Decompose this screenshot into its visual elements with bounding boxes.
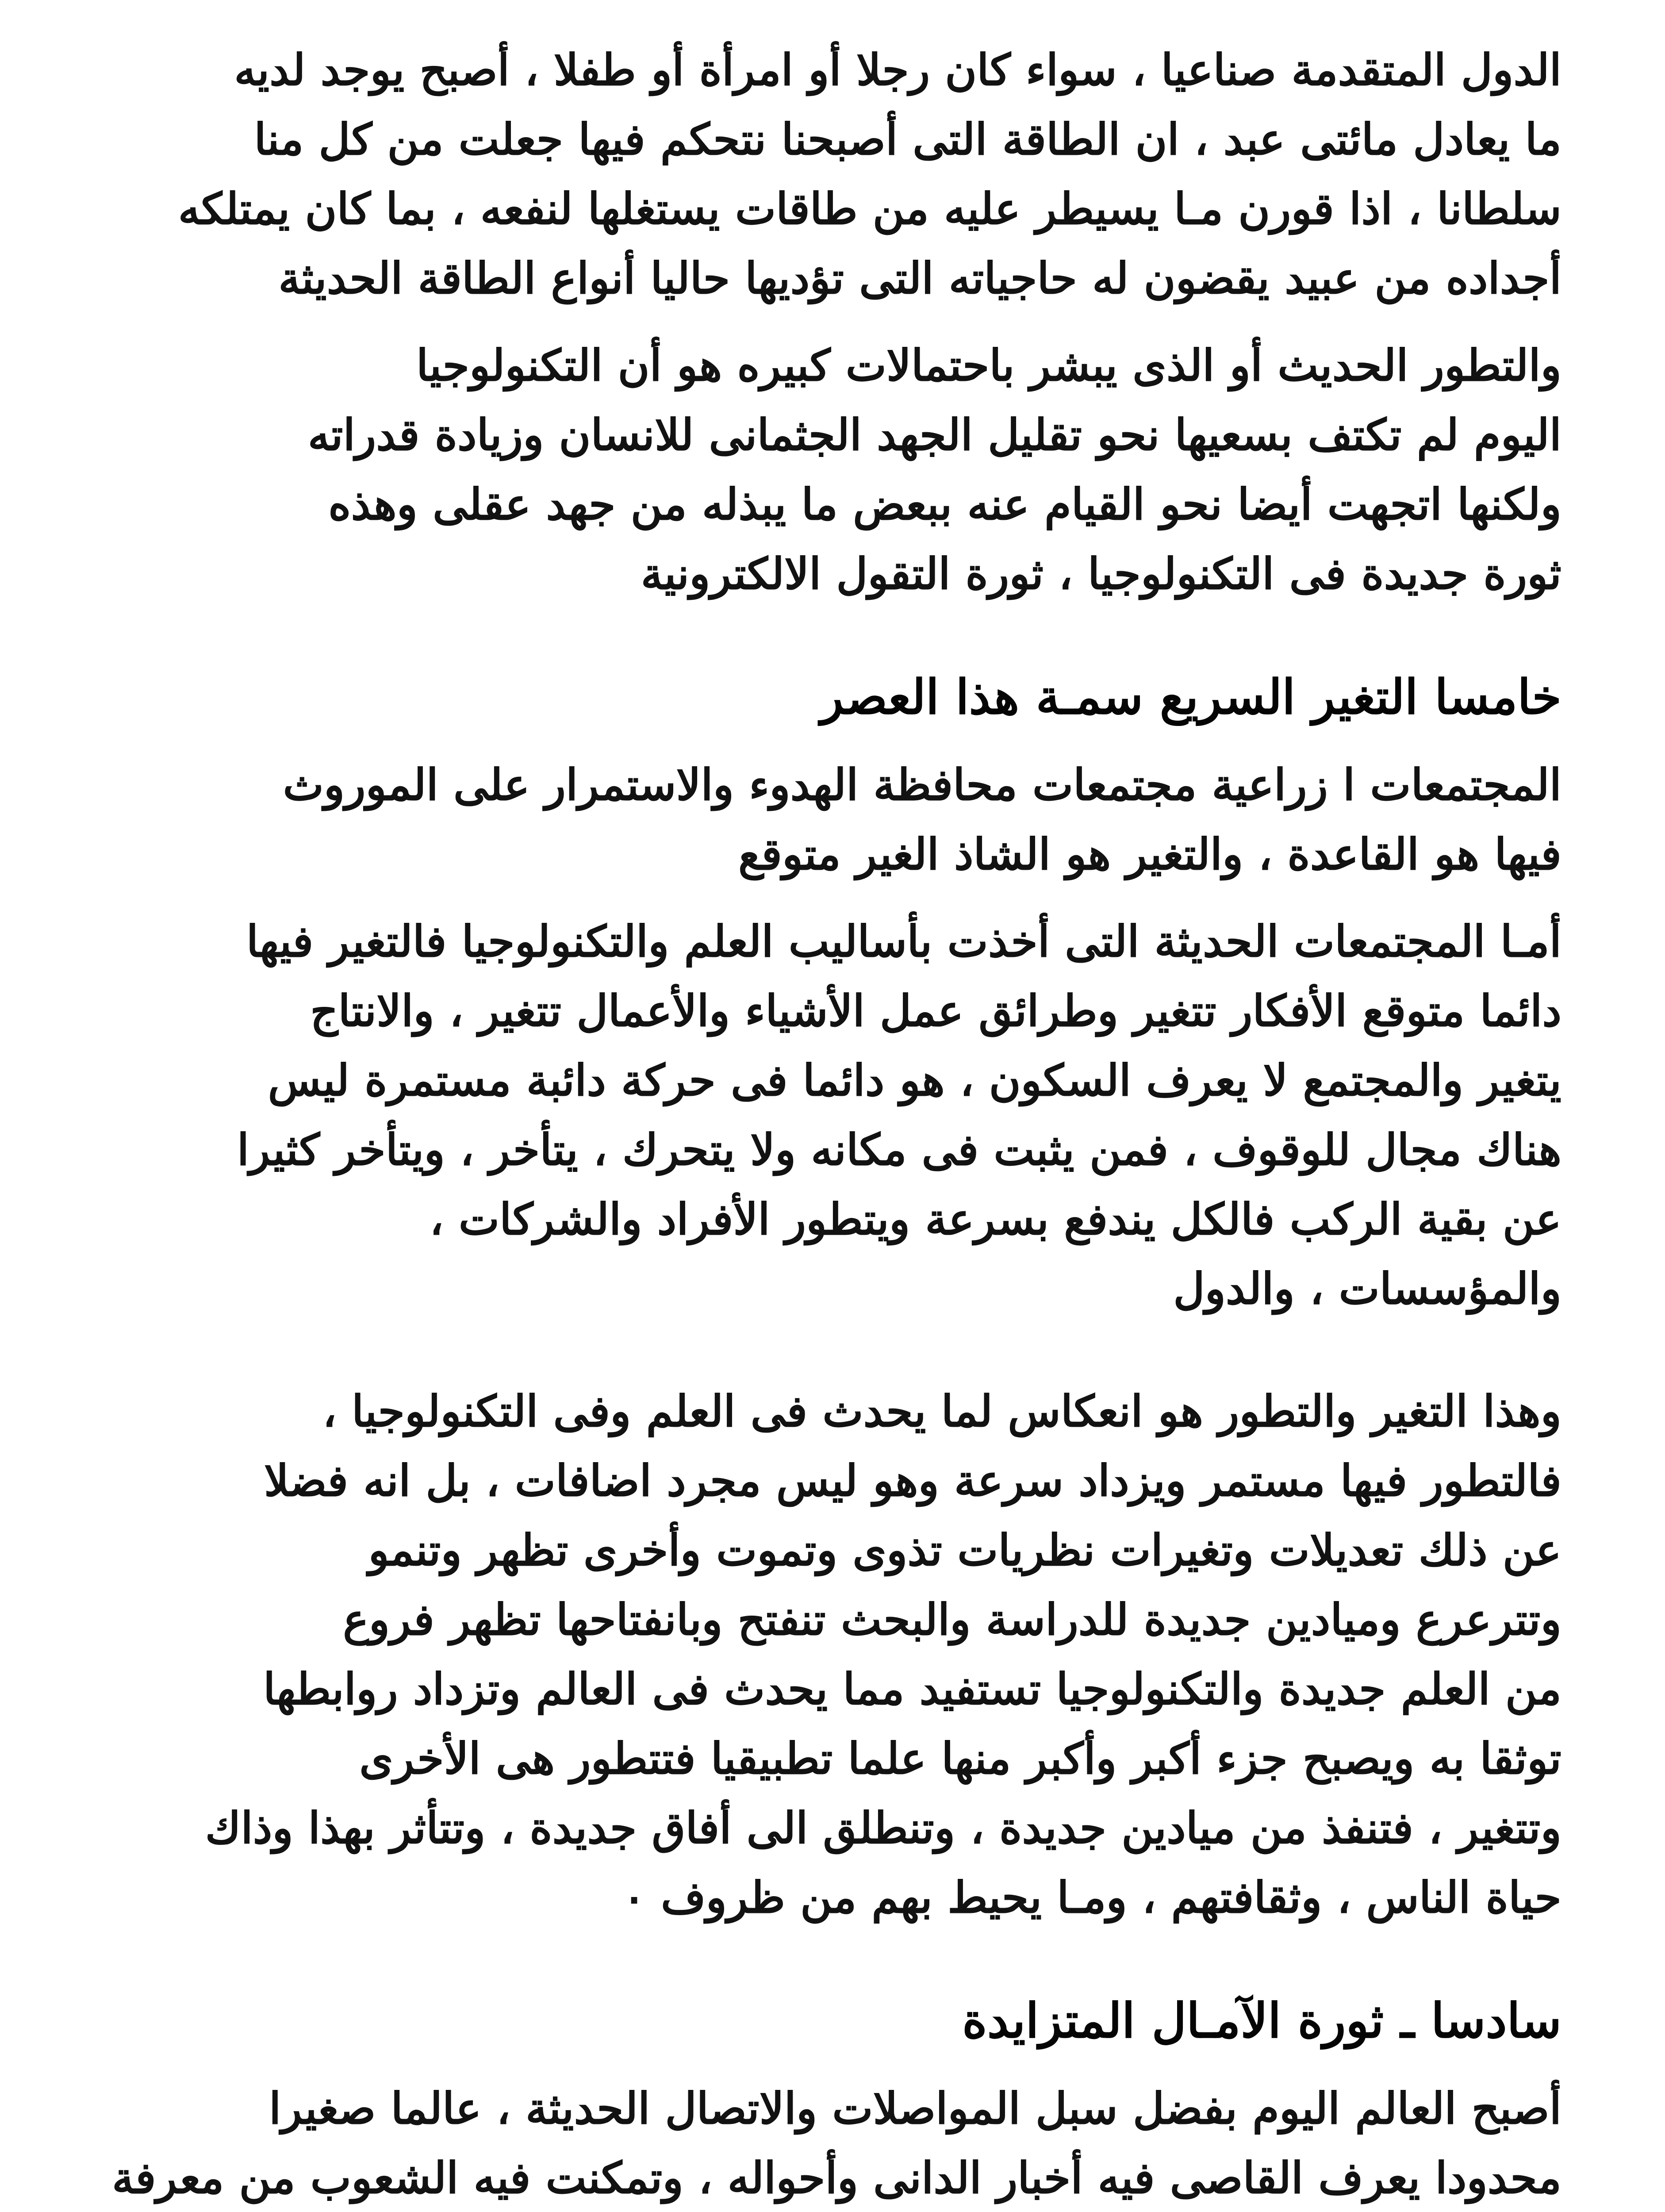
text-line: سلطانا ، اذا قورن مـا يسيطر عليه من طاقات يستغلها لنفعه ، بما كان يمتلكه [178, 184, 1561, 234]
text-line: وتترعرع وميادين جديدة للدراسة والبحث تنفتح وبانفتاحها تظهر فروع [343, 1594, 1561, 1645]
text-line: حياة الناس ، وثقافتهم ، ومـا يحيط بهم من ظروف ٠ [622, 1872, 1561, 1923]
section-heading-fifth: خامسا التغير السريع سمـة هذا العصر [820, 669, 1561, 725]
spacer [104, 1932, 1561, 1985]
text-line: والتطور الحديث أو الذى يبشر باحتمالات كبيره هو أن التكنولوجيا [416, 340, 1561, 391]
spacer [104, 313, 1561, 331]
text-line: عن ذلك تعديلات وتغيرات نظريات تذوى وتموت وأخرى تظهر وتنمو [368, 1525, 1561, 1576]
text-line: أمـا المجتمعات الحديثة التى أخذت بأساليب العلم والتكنولوجيا فالتغير فيها [246, 916, 1561, 967]
text-column [104, 35, 1561, 2212]
text-line: يتغير والمجتمع لا يعرف السكون ، هو دائما فى حركة دائبة مستمرة ليس [268, 1055, 1561, 1106]
text-line: هناك مجال للوقوف ، فمن يثبت فى مكانه ولا يتحرك ، يتأخر ، ويتأخر كثيرا [237, 1125, 1561, 1175]
spacer [104, 2056, 1561, 2074]
text-line: أجداده من عبيد يقضون له حاجياته التى تؤديها حاليا أنواع الطاقة الحديثة [278, 253, 1561, 304]
spacer [104, 1324, 1561, 1377]
text-line: اليوم لم تكتف بسعيها نحو تقليل الجهد الجثمانى للانسان وزيادة قدراته [307, 410, 1561, 461]
text-line: فالتطور فيها مستمر ويزداد سرعة وهو ليس مجرد اضافات ، بل انه فضلا [264, 1455, 1561, 1506]
text-line: المجتمعات ا زراعية مجتمعات محافظة الهدوء والاستمرار على الموروث [283, 760, 1561, 810]
text-line: توثقا به ويصبح جزء أكبر وأكبر منها علما تطبيقيا فتتطور هى الأخرى [359, 1733, 1561, 1784]
text-line: والمؤسسات ، والدول [1173, 1263, 1561, 1314]
section-heading-sixth: سادسا ـ ثورة الآمـال المتزايدة [962, 1993, 1561, 2049]
paragraph-2 [104, 331, 1561, 609]
text-line: فيها هو القاعدة ، والتغير هو الشاذ الغير متوقع [738, 829, 1561, 880]
text-line: ولكنها اتجهت أيضا نحو القيام عنه ببعض ما يبذله من جهد عقلى وهذه [328, 479, 1561, 530]
spacer [104, 889, 1561, 907]
text-line: أصبح العالم اليوم بفضل سبل المواصلات والاتصال الحديثة ، عالما صغيرا [269, 2083, 1561, 2134]
paragraph-4 [104, 907, 1561, 1324]
spacer [104, 609, 1561, 662]
spacer [104, 733, 1561, 750]
text-line: محدودا يعرف القاصى فيه أخبار الدانى وأحواله ، وتمكنت فيه الشعوب من معرفة [112, 2153, 1561, 2204]
text-line: وهذا التغير والتطور هو انعكاس لما يحدث فى العلم وفى التكنولوجيا ، [322, 1386, 1561, 1437]
paragraph-1 [104, 35, 1561, 313]
text-line: عن بقية الركب فالكل يندفع بسرعة ويتطور الأفراد والشركات ، [430, 1194, 1561, 1245]
text-line: من العلم جديدة والتكنولوجيا تستفيد مما يحدث فى العالم وتزداد روابطها [263, 1664, 1561, 1715]
paragraph-6 [104, 2074, 1561, 2212]
text-line: ثورة جديدة فى التكنولوجيا ، ثورة التقول الالكترونية [641, 549, 1561, 599]
paragraph-5 [104, 1377, 1561, 1932]
text-line: الدول المتقدمة صناعيا ، سواء كان رجلا أو امرأة أو طفلا ، أصبح يوجد لديه [234, 45, 1561, 96]
text-line: وتتغير ، فتنفذ من ميادين جديدة ، وتنطلق الى أفاق جديدة ، وتتأثر بهذا وذاك [205, 1803, 1561, 1854]
text-line: ما يعادل مائتى عبد ، ان الطاقة التى أصبحنا نتحكم فيها جعلت من كل منا [254, 114, 1561, 165]
text-line: دائما متوقع الأفكار تتغير وطرائق عمل الأشياء والأعمال تتغير ، والانتاج [310, 986, 1561, 1037]
paragraph-3 [104, 750, 1561, 889]
